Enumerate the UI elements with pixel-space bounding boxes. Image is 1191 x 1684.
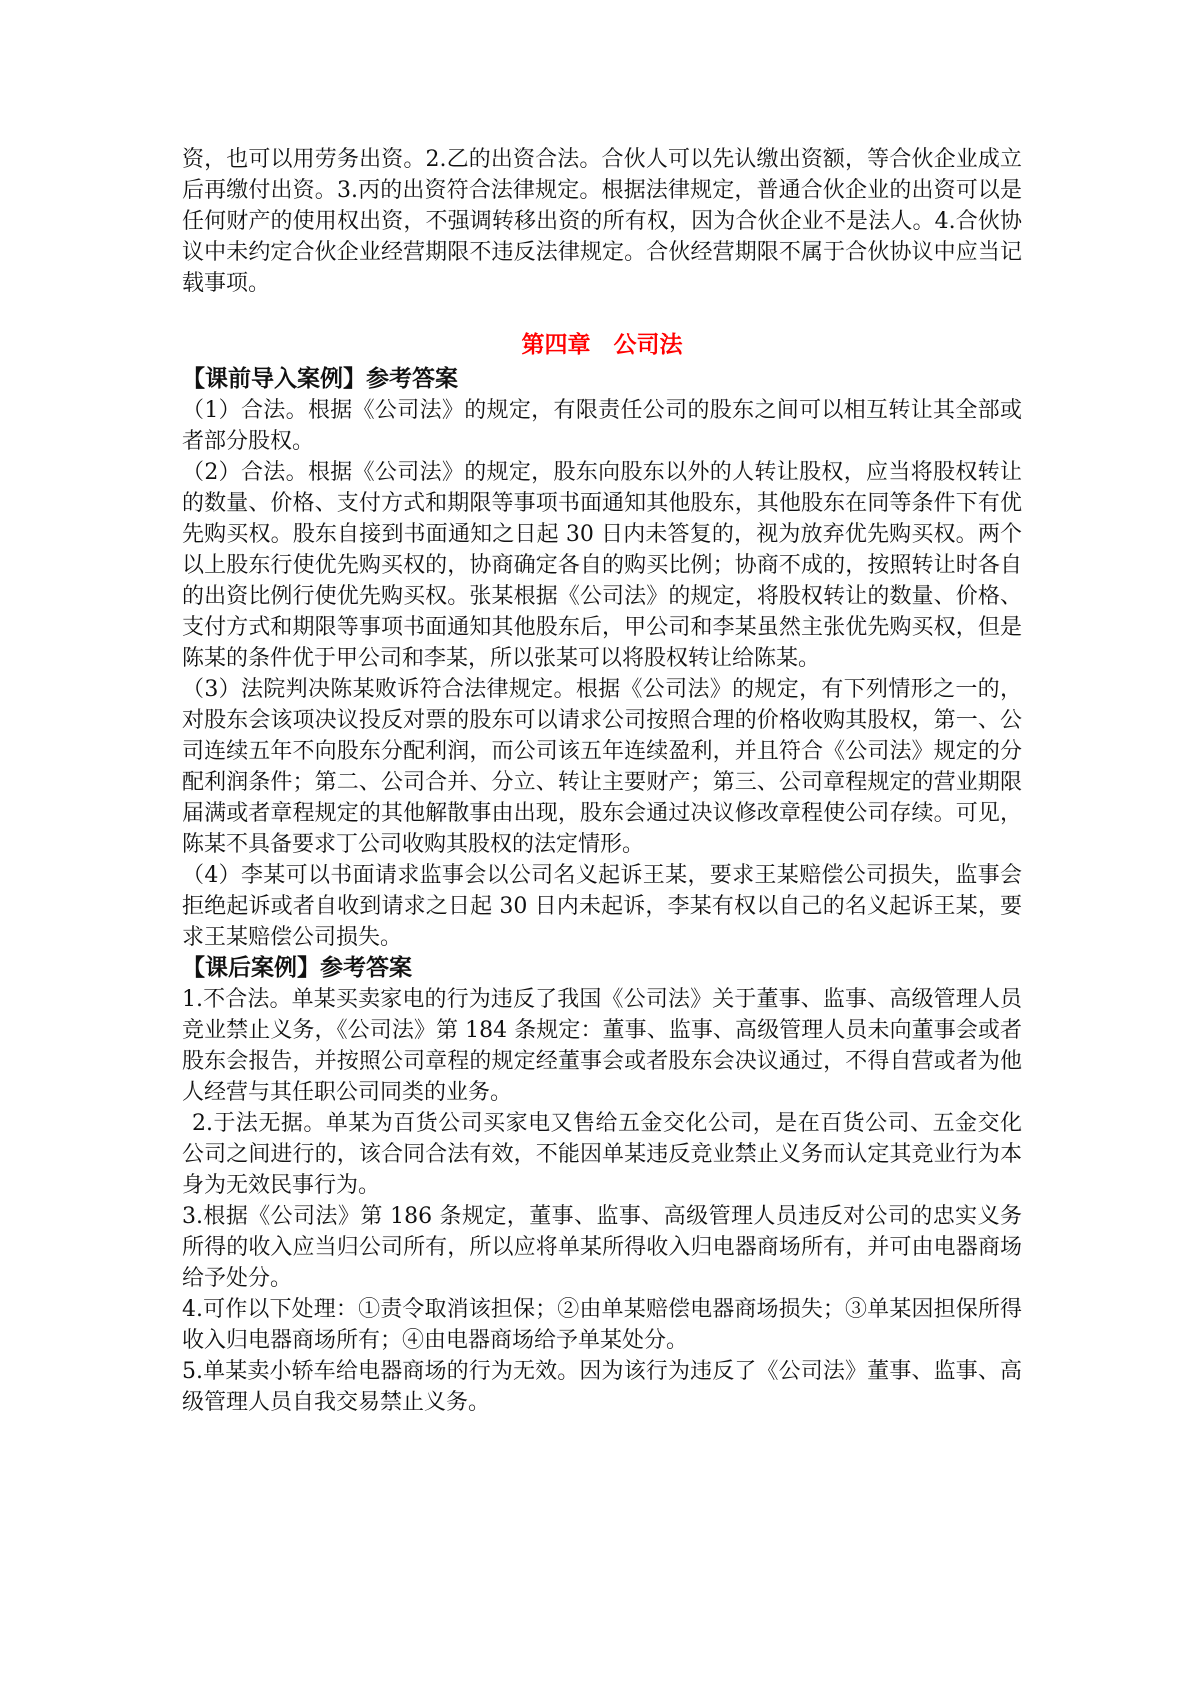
paragraph-continuation: 资，也可以用劳务出资。2.乙的出资合法。合伙人可以先认缴出资额，等合伙企业成立后再缴付出资。3.丙的出资符合法律规定。根据法律规定，普通合伙企业的出资可以是任何财产的使用权出资，不强调转移出资的所有权，因为合伙企业不是法人。4.合伙协议中未约定合伙企业经营期限不违反法律规定。合伙经营期限不属于合伙协议中应当记载事项。 bbox=[182, 147, 1022, 296]
pre-class-answer-1: （1）合法。根据《公司法》的规定，有限责任公司的股东之间可以相互转让其全部或者部分股权。 bbox=[182, 398, 1022, 454]
chapter-title: 第四章 公司法 bbox=[521, 331, 683, 358]
pre-class-heading: 【课前导入案例】参考答案 bbox=[182, 366, 458, 392]
pre-class-answer-3: （3）法院判决陈某败诉符合法律规定。根据《公司法》的规定，有下列情形之一的，对股东会该项决议投反对票的股东可以请求公司按照合理的价格收购其股权，第一、公司连续五年不向股东分配利润，而公司该五年连续盈利，并且符合《公司法》规定的分配利润条件；第二、公司合并、分立、转让主要财产；第三、公司章程规定的营业期限届满或者章程规定的其他解散事由出现，股东会通过决议修改章程使公司存续。可见，陈某不具备要求丁公司收购其股权的法定情形。 bbox=[182, 677, 1022, 857]
document-body bbox=[182, 144, 1022, 1418]
pre-class-answer-2: （2）合法。根据《公司法》的规定，股东向股东以外的人转让股权，应当将股权转让的数量、价格、支付方式和期限等事项书面通知其他股东，其他股东在同等条件下有优先购买权。股东自接到书面通知之日起 30 日内未答复的，视为放弃优先购买权。两个以上股东行使优先购买权的，协商确定各自的购买比例；协商不成的，按照转让时各自的出资比例行使优先购买权。张某根据《公司法》的规定，将股权转让的数量、价格、支付方式和期限等事项书面通知其他股东后，甲公司和李某虽然主张优先购买权，但是陈某的条件优于甲公司和李某，所以张某可以将股权转让给陈某。 bbox=[182, 460, 1022, 671]
post-class-answer-3: 3.根据《公司法》第 186 条规定，董事、监事、高级管理人员违反对公司的忠实义务所得的收入应当归公司所有，所以应将单某所得收入归电器商场所有，并可由电器商场给予处分。 bbox=[182, 1204, 1022, 1291]
post-class-answer-1: 1.不合法。单某买卖家电的行为违反了我国《公司法》关于董事、监事、高级管理人员竞业禁止义务，《公司法》第 184 条规定：董事、监事、高级管理人员未向董事会或者股东会报告，并按照公司章程的规定经董事会或者股东会决议通过，不得自营或者为他人经营与其任职公司同类的业务。 bbox=[182, 987, 1022, 1105]
post-class-answer-5: 5.单某卖小轿车给电器商场的行为无效。因为该行为违反了《公司法》董事、监事、高级管理人员自我交易禁止义务。 bbox=[182, 1359, 1022, 1415]
post-class-answer-4: 4.可作以下处理：①责令取消该担保；②由单某赔偿电器商场损失；③单某因担保所得收入归电器商场所有；④由电器商场给予单某处分。 bbox=[182, 1297, 1022, 1353]
post-class-answer-2: 2.于法无据。单某为百货公司买家电又售给五金交化公司，是在百货公司、五金交化公司之间进行的，该合同合法有效，不能因单某违反竞业禁止义务而认定其竞业行为本身为无效民事行为。 bbox=[182, 1111, 1022, 1198]
post-class-heading: 【课后案例】参考答案 bbox=[182, 955, 412, 981]
pre-class-answer-4: （4）李某可以书面请求监事会以公司名义起诉王某，要求王某赔偿公司损失，监事会拒绝起诉或者自收到请求之日起 30 日内未起诉，李某有权以自己的名义起诉王某，要求王某赔偿公司损失。 bbox=[182, 863, 1022, 950]
